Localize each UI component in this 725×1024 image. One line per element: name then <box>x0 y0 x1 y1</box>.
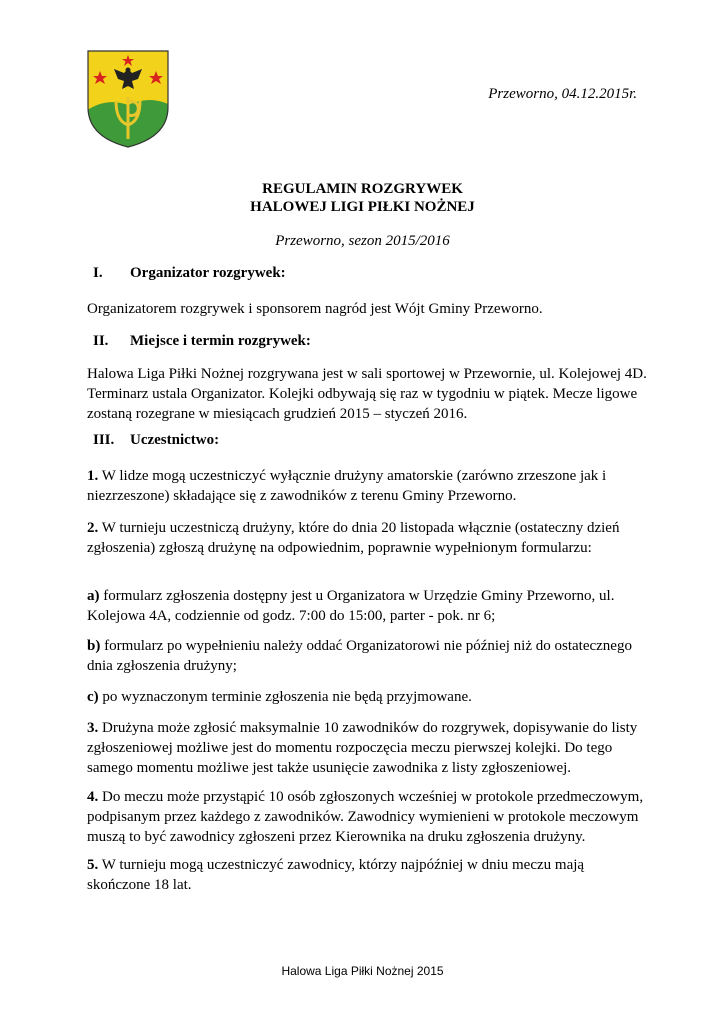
section-title: Miejsce i termin rozgrywek: <box>130 333 311 349</box>
paragraph-rule-3 <box>87 718 647 778</box>
rule-number: 4. <box>87 789 99 805</box>
rule-number: c) <box>87 689 99 705</box>
rule-number: 2. <box>87 520 99 536</box>
paragraph-rule-b <box>87 636 647 676</box>
rule-number: a) <box>87 588 100 604</box>
paragraph-organizer: Organizatorem rozgrywek i sponsorem nagród jest Wójt Gminy Przeworno. <box>87 301 543 317</box>
section-number: II. <box>93 333 109 349</box>
section-heading-place <box>93 333 311 350</box>
rule-text: formularz po wypełnieniu należy oddać Organizatorowi nie później niż do ostatecznego dnia zgłoszenia drużyny; <box>87 638 632 674</box>
paragraph-rule-5 <box>87 855 647 895</box>
paragraph-rule-4 <box>87 787 647 847</box>
paragraph-rule-1 <box>87 466 647 506</box>
section-number: I. <box>93 265 103 281</box>
paragraph-rule-c <box>87 687 647 707</box>
section-heading-participation <box>93 432 219 449</box>
rule-text: po wyznaczonym terminie zgłoszenia nie będą przyjmowane. <box>98 689 472 705</box>
rule-text: W turnieju mogą uczestniczyć zawodnicy, którzy najpóźniej w dniu meczu mają skończone 18 lat. <box>87 857 585 893</box>
place-date: Przeworno, 04.12.2015r. <box>488 86 637 102</box>
section-title: Uczestnictwo: <box>130 432 220 448</box>
paragraph-rule-a <box>87 586 647 626</box>
rule-number: 1. <box>87 468 99 484</box>
document-title-line2: HALOWEJ LIGI PIŁKI NOŻNEJ <box>250 199 475 215</box>
rule-number: b) <box>87 638 101 654</box>
rule-text: W lidze mogą uczestniczyć wyłącznie drużyny amatorskie (zarówno zrzeszone jak i niezrzeszone) składające się z zawodników z terenu Gminy Przeworno. <box>87 468 607 504</box>
document-subtitle: Przeworno, sezon 2015/2016 <box>275 233 450 249</box>
rule-text: Drużyna może zgłosić maksymalnie 10 zawodników do rozgrywek, dopisywanie do listy zgłoszeniowej możliwe jest do momentu rozpoczęcia meczu pierwszej kolejki. Do tego samego momentu możliwe jest także usunięcie zawodnika z listy zgłoszeniowej. <box>87 720 638 776</box>
rule-text: Do meczu może przystąpić 10 osób zgłoszonych wcześniej w protokole przedmeczowym, podpisanym przez każdego z zawodników. Zawodnicy wymienieni w protokole meczowym muszą to być zawodnicy zgłoszeni przez Kierownika na druku zgłoszenia drużyny. <box>87 789 644 845</box>
rule-text: formularz zgłoszenia dostępny jest u Organizatora w Urzędzie Gminy Przeworno, ul. Kolejowa 4A, codziennie od godz. 7:00 do 15:00, parter - pok. nr 6; <box>87 588 615 624</box>
page-footer: Halowa Liga Piłki Nożnej 2015 <box>281 964 444 978</box>
section-heading-organizer <box>93 265 286 282</box>
section-number: III. <box>93 432 115 448</box>
coat-of-arms-icon <box>86 49 170 149</box>
paragraph-rule-2 <box>87 518 647 558</box>
section-title: Organizator rozgrywek: <box>130 265 286 281</box>
paragraph-place: Halowa Liga Piłki Nożnej rozgrywana jest w sali sportowej w Przewornie, ul. Kolejowej 4D. Terminarz ustala Organizator. Kolejki odbywają się raz w tygodniu w piątek. Mecze ligowe zostaną rozegrane w miesiącach grudzień 2015 – styczeń 2016. <box>87 366 647 422</box>
rule-number: 3. <box>87 720 99 736</box>
document-title-line1: REGULAMIN ROZGRYWEK <box>262 181 463 197</box>
rule-number: 5. <box>87 857 99 873</box>
rule-text: W turnieju uczestniczą drużyny, które do dnia 20 listopada włącznie (ostateczny dzień zgłoszenia) zgłoszą drużynę na odpowiednim, poprawnie wypełnionym formularzu: <box>87 520 620 556</box>
